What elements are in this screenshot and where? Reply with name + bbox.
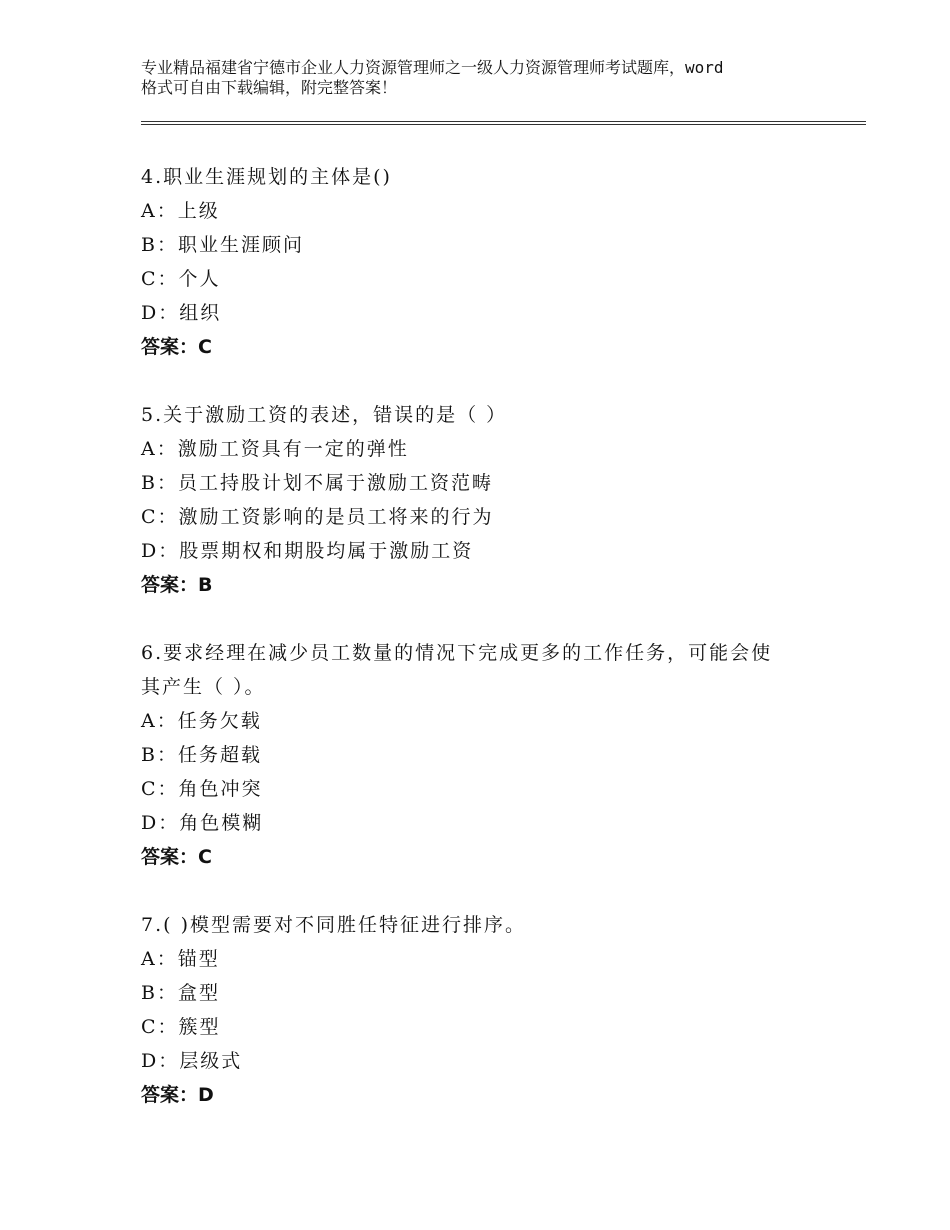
document-header (141, 58, 841, 98)
question-6 (141, 636, 841, 874)
option-b: B：员工持股计划不属于激励工资范畴 (141, 472, 493, 494)
answer-label: 答案： (141, 336, 199, 358)
answer-line (141, 568, 841, 602)
option-d: D：层级式 (141, 1050, 243, 1072)
option-a: A：任务欠载 (141, 710, 262, 732)
question-7 (141, 908, 841, 1112)
option-b: B：任务超载 (141, 744, 262, 766)
option-c: C：个人 (141, 268, 221, 290)
option-d: D：角色模糊 (141, 812, 264, 834)
option-b: B：盒型 (141, 982, 220, 1004)
option-a: A：激励工资具有一定的弹性 (141, 438, 409, 460)
answer-line (141, 1078, 841, 1112)
header-rule-bottom (141, 124, 866, 125)
option-a: A：上级 (141, 200, 220, 222)
header-line-2: 格式可自由下载编辑，附完整答案！ (141, 78, 398, 97)
option-d: D：组织 (141, 302, 222, 324)
option-c: C：簇型 (141, 1016, 221, 1038)
option-c: C：激励工资影响的是员工将来的行为 (141, 506, 494, 528)
answer-label: 答案： (141, 846, 199, 868)
question-stem: 4.职业生涯规划的主体是() (141, 166, 392, 188)
answer-value: B (198, 574, 213, 596)
question-stem: 6.要求经理在减少员工数量的情况下完成更多的工作任务，可能会使 (141, 642, 773, 664)
option-b: B：职业生涯顾问 (141, 234, 304, 256)
option-a: A：锚型 (141, 948, 220, 970)
header-rule-top (141, 121, 866, 122)
answer-label: 答案： (141, 574, 199, 596)
answer-label: 答案： (141, 1084, 199, 1106)
question-4 (141, 160, 841, 364)
question-stem: 5.关于激励工资的表述，错误的是（ ） (141, 404, 508, 426)
answer-line (141, 330, 841, 364)
question-stem: 7.( )模型需要对不同胜任特征进行排序。 (141, 914, 526, 936)
answer-line (141, 840, 841, 874)
header-line-1: 专业精品福建省宁德市企业人力资源管理师之一级人力资源管理师考试题库，word (141, 58, 724, 77)
question-list (141, 160, 841, 1146)
answer-value: D (198, 1084, 214, 1106)
answer-value: C (198, 846, 212, 868)
option-d: D：股票期权和期股均属于激励工资 (141, 540, 474, 562)
answer-value: C (198, 336, 212, 358)
question-stem-continued: 其产生（ ）。 (141, 676, 266, 698)
question-5 (141, 398, 841, 602)
option-c: C：角色冲突 (141, 778, 263, 800)
